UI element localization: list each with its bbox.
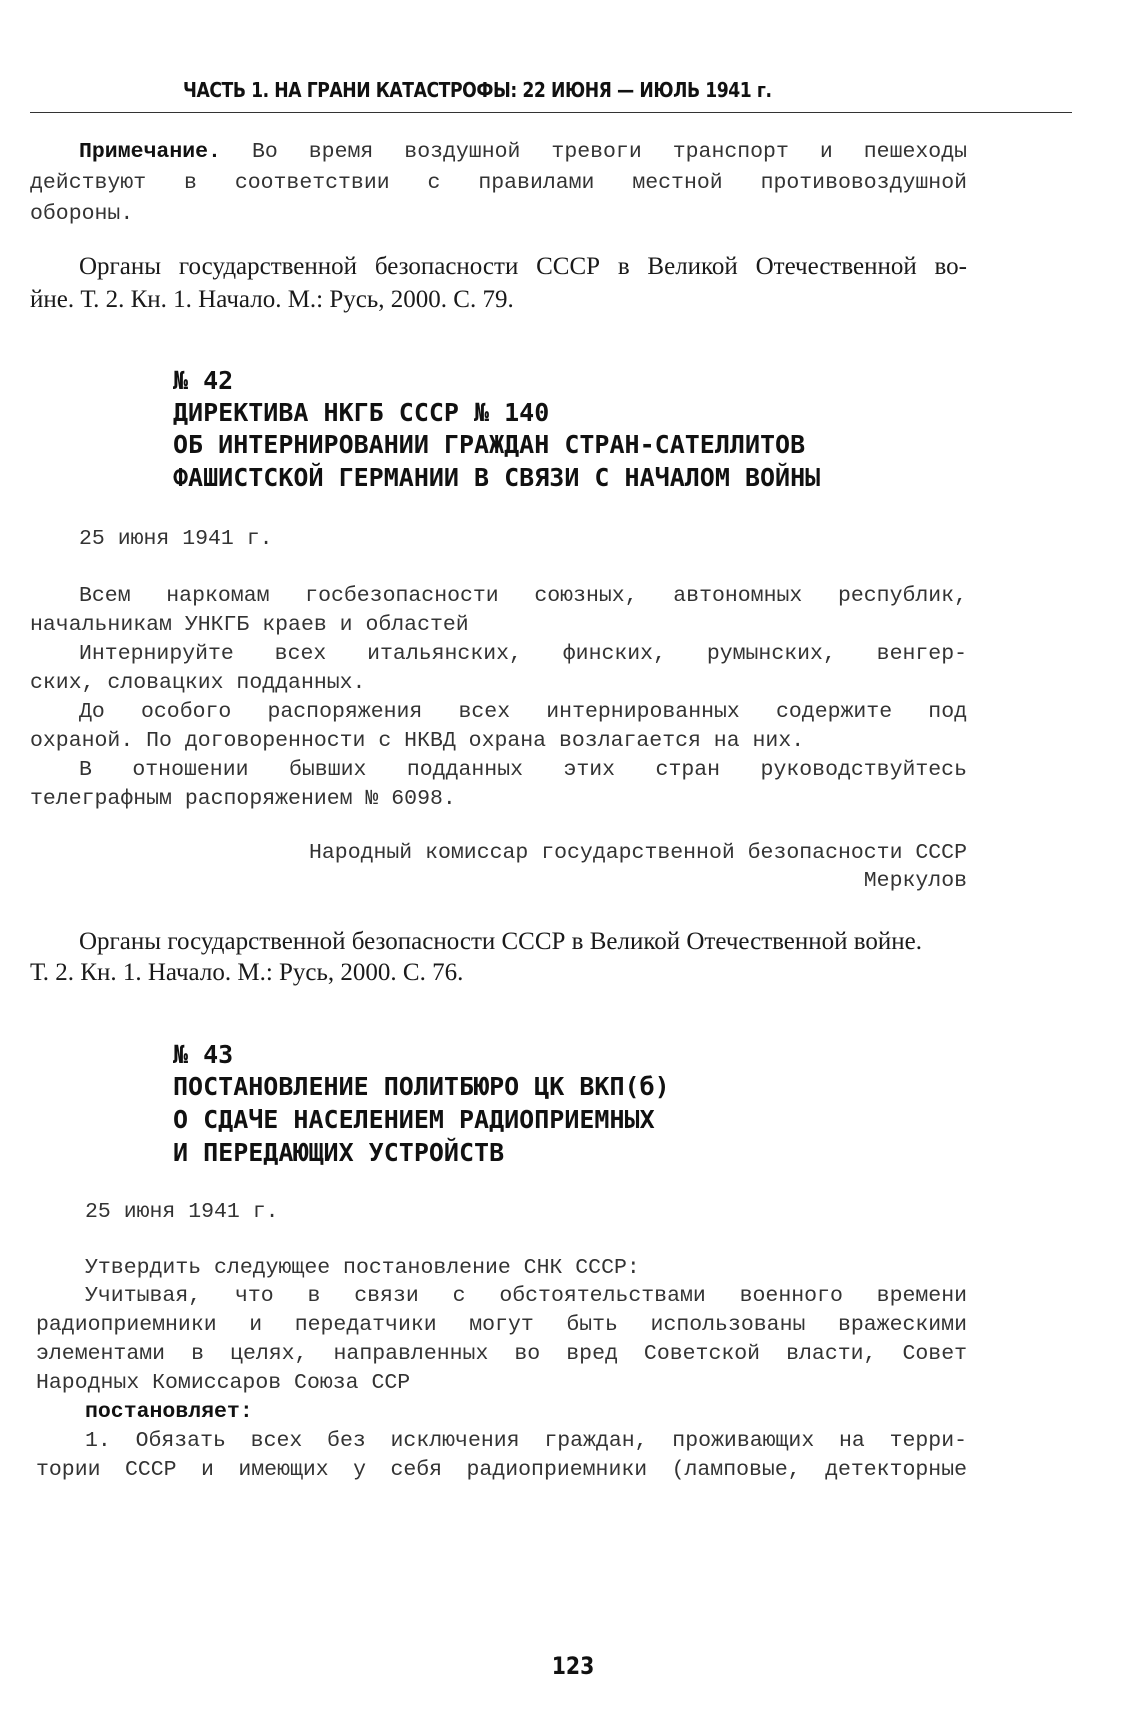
note-label: Примечание.	[79, 140, 221, 164]
doc42-body-line: Интернируйте всех итальянских, финских, румынских, венгер-	[79, 642, 967, 666]
doc42-title-line-1: ДИРЕКТИВА НКГБ СССР № 140	[173, 398, 550, 427]
doc43-title-line-2: О СДАЧЕ НАСЕЛЕНИЕМ РАДИОПРИЕМНЫХ	[173, 1105, 655, 1134]
doc43-resolves-label: постановляет:	[85, 1400, 253, 1424]
doc42-signature-title: Народный комиссар государственной безопасности СССР	[308, 841, 967, 865]
doc42-body-line: телеграфным распоряжением № 6098.	[30, 787, 456, 811]
doc43-body-line: Учитывая, что в связи с обстоятельствами военного времени	[85, 1284, 967, 1308]
doc43-body-line: Народных Комиссаров Союза ССР	[36, 1371, 411, 1395]
source2-line-2: Т. 2. Кн. 1. Начало. М.: Русь, 2000. С. 76.	[30, 959, 464, 986]
doc42-body-line: Всем наркомам госбезопасности союзных, автономных республик,	[79, 584, 967, 608]
header-rule	[30, 112, 1072, 113]
note-line-1-text: Во время воздушной тревоги транспорт и пешеходы	[251, 140, 967, 164]
doc43-title-line-1: ПОСТАНОВЛЕНИЕ ПОЛИТБЮРО ЦК ВКП(б)	[173, 1072, 670, 1101]
note-line-1	[79, 140, 967, 164]
doc42-body-line: ских, словацких подданных.	[30, 671, 366, 695]
doc42-number: № 42	[173, 366, 234, 395]
doc42-title-line-3: ФАШИСТСКОЙ ГЕРМАНИИ В СВЯЗИ С НАЧАЛОМ ВОЙНЫ	[173, 463, 821, 492]
doc43-body-line: радиоприемники и передатчики могут быть использованы вражескими	[36, 1313, 967, 1337]
doc42-date: 25 июня 1941 г.	[79, 527, 273, 551]
doc43-date: 25 июня 1941 г.	[85, 1200, 279, 1224]
doc42-body-line: В отношении бывших подданных этих стран руководствуйтесь	[79, 758, 967, 782]
doc42-body-line: начальникам УНКГБ краев и областей	[30, 613, 469, 637]
doc43-body-line: Утвердить следующее постановление СНК СССР:	[85, 1256, 640, 1280]
source2-line-1: Органы государственной безопасности СССР в Великой Отечественной войне.	[79, 928, 923, 955]
doc42-title-line-2: ОБ ИНТЕРНИРОВАНИИ ГРАЖДАН СТРАН-САТЕЛЛИТОВ	[173, 430, 806, 459]
page-number: 123	[551, 1652, 595, 1680]
doc43-title-line-3: И ПЕРЕДАЮЩИХ УСТРОЙСТВ	[173, 1138, 505, 1167]
source1-line-1: Органы государственной безопасности СССР в Великой Отечественной во-	[79, 253, 967, 280]
source1-line-2: йне. Т. 2. Кн. 1. Начало. М.: Русь, 2000. С. 79.	[30, 286, 514, 313]
note-line-3: обороны.	[30, 202, 134, 226]
doc43-number: № 43	[173, 1040, 234, 1069]
note-line-2: действуют в соответствии с правилами местной противовоздушной	[30, 171, 967, 195]
doc42-body-line: До особого распоряжения всех интернированных содержите под	[79, 700, 967, 724]
doc42-body-line: охраной. По договоренности с НКВД охрана возлагается на них.	[30, 729, 805, 753]
doc43-item1-line: тории СССР и имеющих у себя радиоприемники (ламповые, детекторные	[36, 1458, 967, 1482]
doc43-body-line: элементами в целях, направленных во вред Советской власти, Совет	[36, 1342, 967, 1366]
doc43-item1-line: 1. Обязать всех без исключения граждан, проживающих на терри-	[85, 1429, 967, 1453]
running-header: ЧАСТЬ 1. НА ГРАНИ КАТАСТРОФЫ: 22 ИЮНЯ — ИЮЛЬ 1941 г.	[183, 78, 772, 102]
doc42-signature-name: Меркулов	[863, 869, 967, 893]
